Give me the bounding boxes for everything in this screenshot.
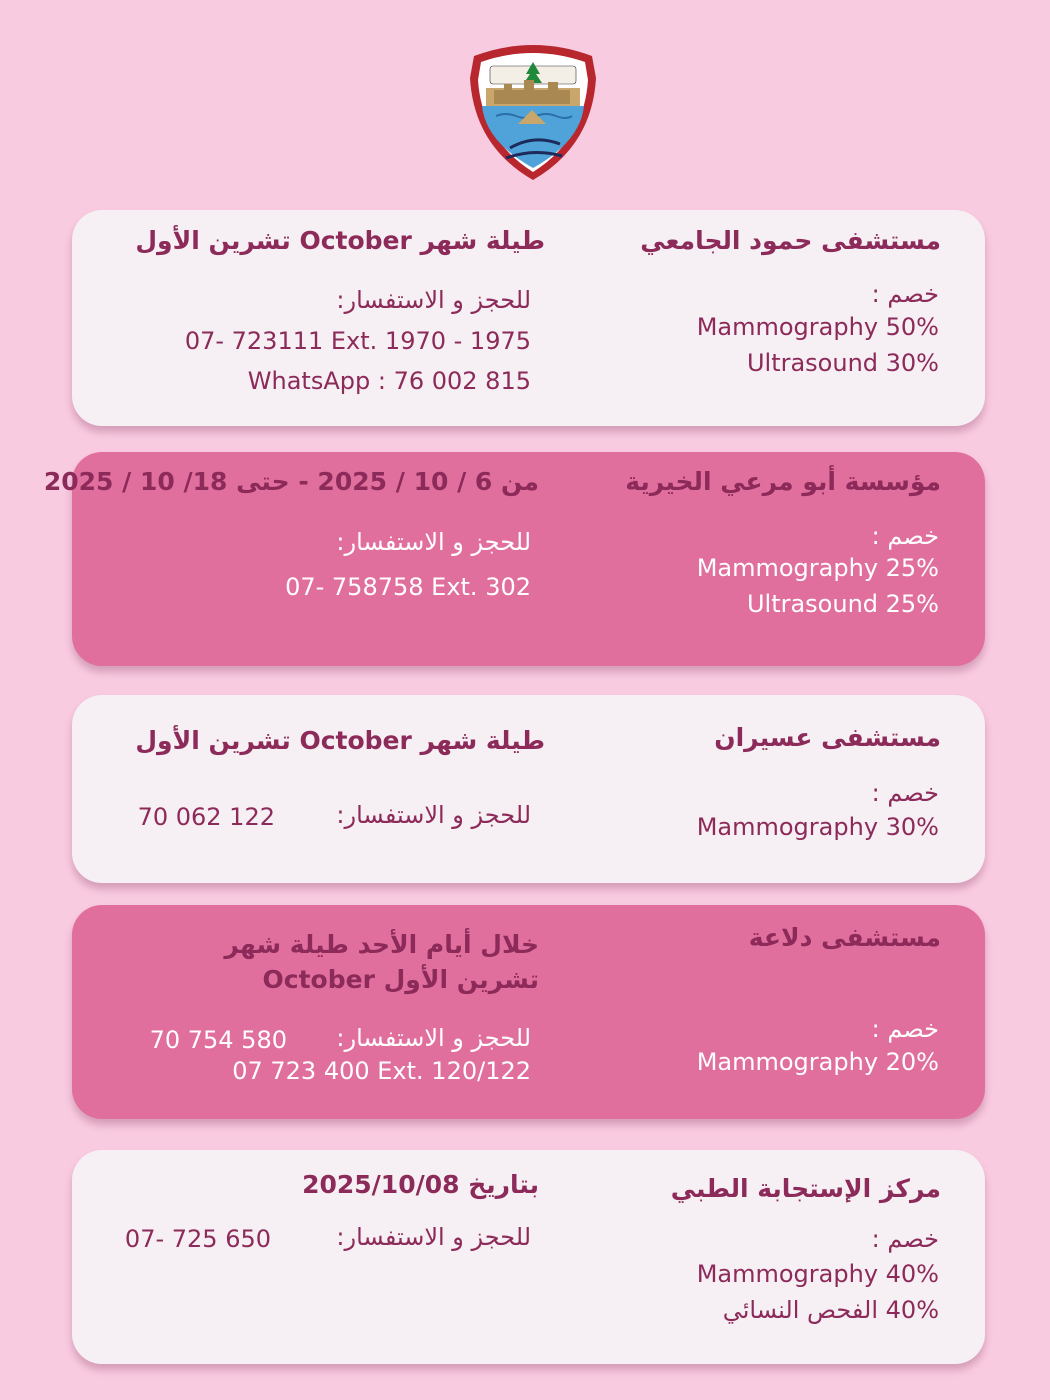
discount-label: خصم : [871, 522, 939, 550]
contact-label: للحجز و الاستفسار: [336, 801, 531, 829]
discount-item: Ultrasound 30% [746, 349, 939, 377]
contact-phone: 07- 725 650 [124, 1225, 271, 1253]
offer-period-line: تشرين الأول October [262, 965, 539, 994]
hospital-card [72, 695, 985, 883]
discount-item: Mammography 20% [696, 1048, 939, 1076]
contact-phone: 07 723 400 Ext. 120/122 [232, 1057, 531, 1085]
offer-period-line: خلال أيام الأحد طيلة شهر [224, 930, 539, 959]
hospital-card [72, 905, 985, 1119]
contact-label: للحجز و الاستفسار: [336, 1024, 531, 1052]
hospital-name: مؤسسة أبو مرعي الخيرية [625, 467, 941, 496]
discount-label: خصم : [871, 280, 939, 308]
municipality-emblem-logo [466, 38, 600, 184]
contact-phone: 70 062 122 [137, 803, 275, 831]
offer-period: طيلة شهر October تشرين الأول [135, 726, 545, 755]
discount-label: خصم : [871, 779, 939, 807]
contact-label: للحجز و الاستفسار: [336, 286, 531, 314]
contact-phone: 07- 758758 Ext. 302 [285, 573, 531, 601]
discount-label: خصم : [871, 1225, 939, 1253]
hospital-name: مستشفى دلاعة [748, 923, 941, 952]
discount-label: خصم : [871, 1015, 939, 1043]
hospital-card [72, 210, 985, 426]
contact-label: للحجز و الاستفسار: [336, 1223, 531, 1251]
hospital-name: مركز الإستجابة الطبي [670, 1174, 941, 1203]
offer-period: من 6 / 10 / 2025 - حتى 18/ 10 / 2025 [43, 467, 539, 496]
hospital-card [43, 452, 985, 666]
hospital-name: مستشفى عسيران [714, 723, 941, 752]
offer-period: بتاريخ 2025/10/08 [302, 1170, 539, 1199]
discount-item: Ultrasound 25% [746, 590, 939, 618]
hospital-card [72, 1150, 985, 1364]
contact-phone: 07- 723111 Ext. 1970 - 1975 [184, 327, 531, 355]
discount-item: Mammography 25% [696, 554, 939, 582]
contact-whatsapp: WhatsApp : 76 002 815 [247, 367, 531, 395]
offer-period: طيلة شهر October تشرين الأول [135, 226, 545, 255]
hospital-name: مستشفى حمود الجامعي [640, 226, 941, 255]
contact-label: للحجز و الاستفسار: [336, 528, 531, 556]
discount-item: 40% الفحص النسائي [722, 1296, 939, 1324]
discount-item: Mammography 30% [696, 813, 939, 841]
discount-item: Mammography 50% [696, 313, 939, 341]
discount-item: Mammography 40% [696, 1260, 939, 1288]
contact-phone: 70 754 580 [149, 1026, 287, 1054]
